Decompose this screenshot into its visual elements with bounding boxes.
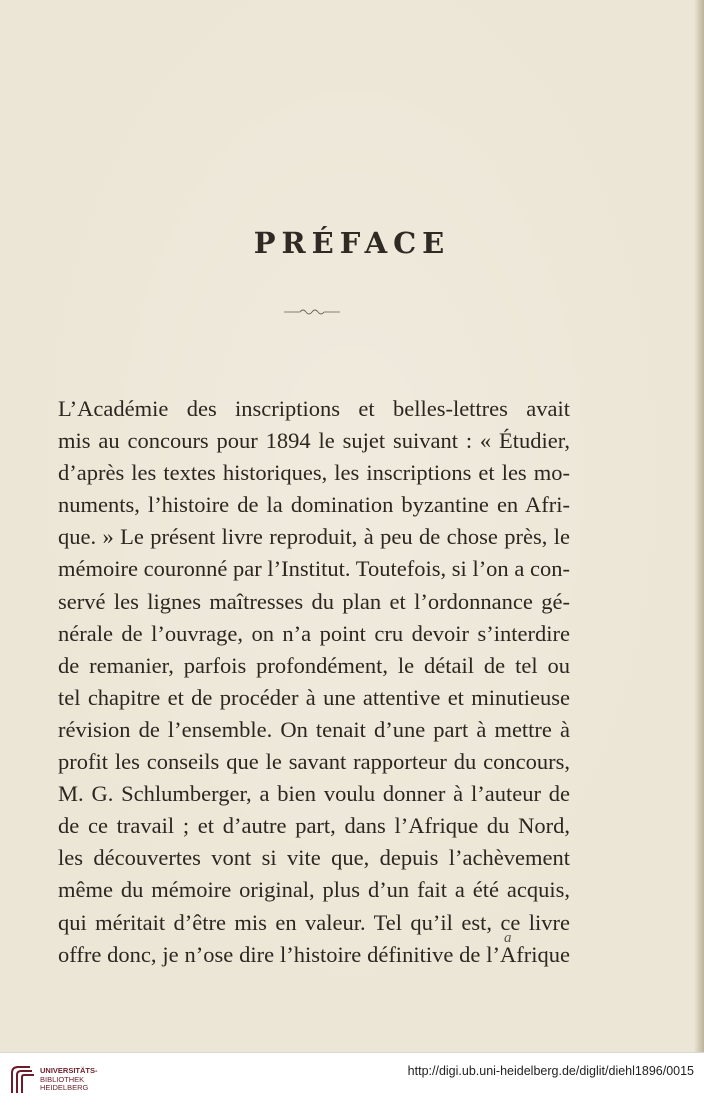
text-line: L’Académie des inscriptions et belles-lettres avait (58, 396, 570, 421)
page-edge-shadow (694, 0, 704, 1052)
text-line: d’après les textes historiques, les inscriptions et les mo- (58, 460, 570, 486)
library-name[interactable] (40, 1067, 98, 1093)
text-line: les découvertes vont si vite que, depuis l’achèvement (58, 845, 570, 871)
library-name-line3: HEIDELBERG (40, 1083, 89, 1092)
text-line: offre donc, je n’ose dire l’histoire définitive de l’Afrique (58, 941, 570, 967)
library-name-line2: BIBLIOTHEK (40, 1074, 85, 1084)
preface-paragraph (58, 393, 570, 971)
page-title: PRÉFACE (253, 226, 451, 260)
viewer-footer (0, 1052, 704, 1107)
text-line: de ce travail ; et d’autre part, dans l’Afrique du Nord, (58, 813, 570, 839)
text-line: M. G. Schlumberger, a bien voulu donner à l’auteur de (58, 781, 570, 807)
ub-heidelberg-logo-icon[interactable] (8, 1063, 36, 1095)
text-line: profit les conseils que le savant rapporteur du concours, (58, 749, 570, 775)
text-line: tel chapitre et de procéder à une attentive et minutieuse (58, 684, 570, 710)
text-line: de remanier, parfois profondément, le détail de tel ou (58, 652, 570, 678)
text-line: que. » Le présent livre reproduit, à peu de chose près, le (58, 524, 570, 550)
text-line: révision de l’ensemble. On tenait d’une part à mettre à (58, 716, 570, 742)
text-line: mis au concours pour 1894 le sujet suivant : « Étudier, (58, 428, 570, 454)
signature-mark: a (504, 930, 512, 946)
text-line: mémoire couronné par l’Institut. Toutefois, si l’on a con- (58, 556, 570, 582)
permalink-url[interactable]: http://digi.ub.uni-heidelberg.de/diglit/diehl1896/0015 (407, 1064, 694, 1078)
text-line: même du mémoire original, plus d’un fait a été acquis, (58, 877, 570, 903)
text-line: nérale de l’ouvrage, on n’a point cru devoir s’interdire (58, 620, 570, 646)
library-name-line1: UNIVERSITÄTS- (40, 1066, 98, 1075)
text-line: numents, l’histoire de la domination byzantine en Afri- (58, 492, 570, 518)
text-line: servé les lignes maîtresses du plan et l’ordonnance gé- (58, 588, 570, 614)
text-line: qui méritait d’être mis en valeur. Tel qu’il est, ce livre (58, 909, 570, 935)
fleuron-divider-icon (282, 306, 342, 318)
